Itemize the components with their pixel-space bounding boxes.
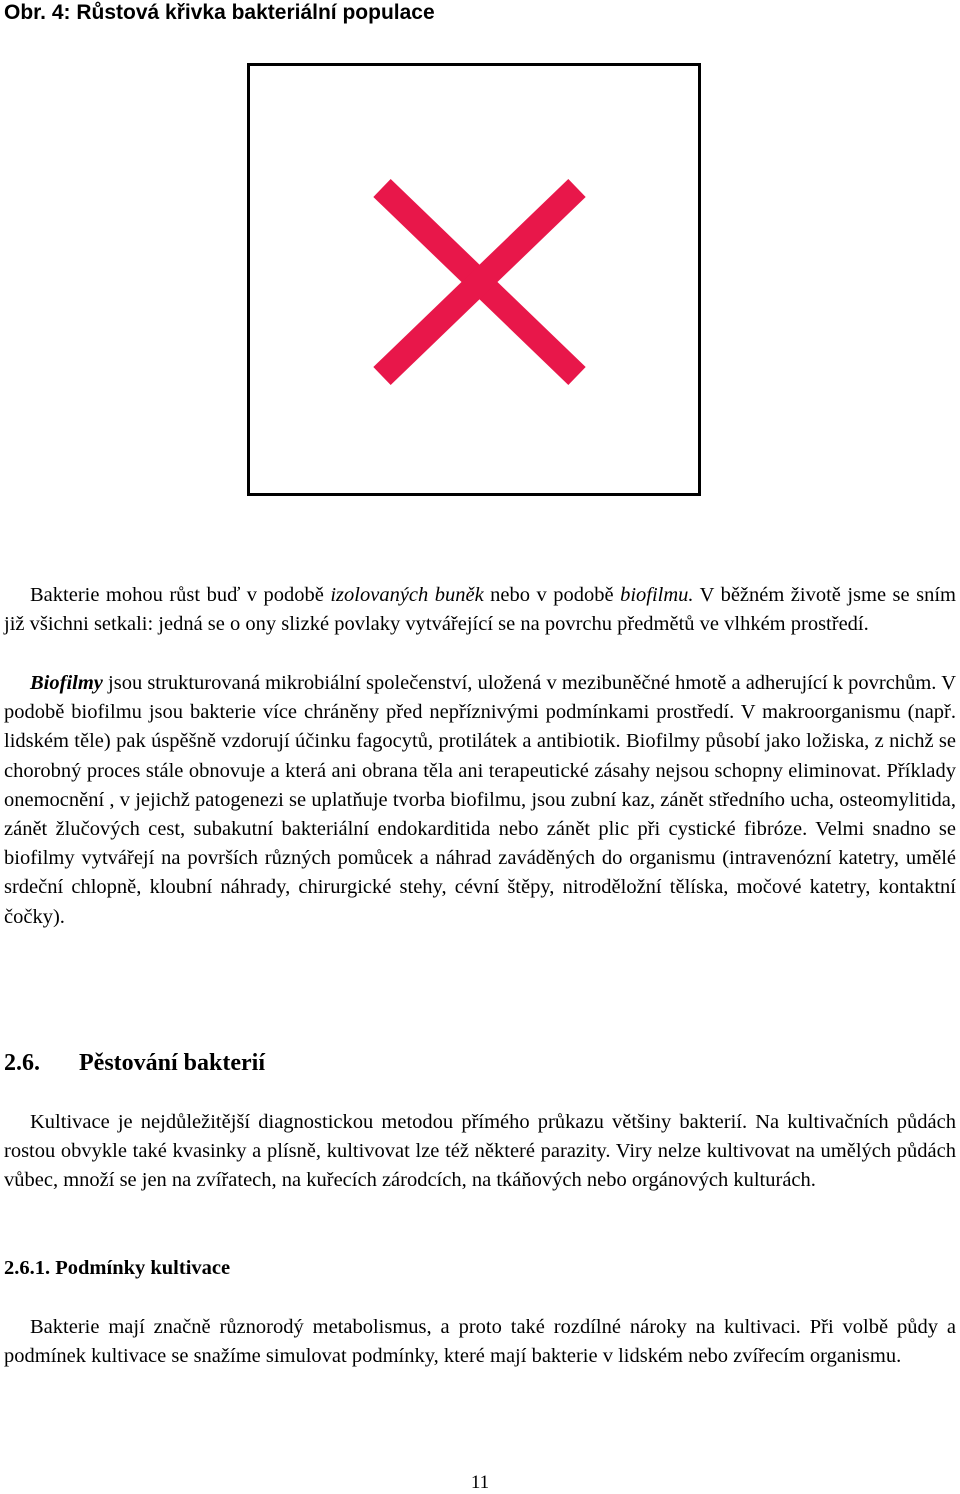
text-run: nebo v podobě xyxy=(483,584,621,606)
term-biofilmy: Biofilmy xyxy=(30,672,103,694)
figure-caption: Obr. 4: Růstová křivka bakteriální populace xyxy=(4,1,435,24)
emphasis-biofilm: biofilmu. xyxy=(620,584,694,606)
broken-image-x-icon xyxy=(250,66,698,493)
section-title: Pěstování bakterií xyxy=(79,1050,265,1076)
page-number: 11 xyxy=(470,1472,490,1493)
paragraph-cultivation xyxy=(4,1108,956,1196)
image-placeholder xyxy=(247,63,701,496)
section-heading-2-6 xyxy=(4,1048,265,1078)
text-run: Kultivace je nejdůležitější diagnostickou metodou přímého průkazu většiny bakterií. Na kultivačních půdách rostou obvykle také kvasinky a plísně, kultivovat lze též některé parazity. Viry nelze kultivovat na umělých půdách vůbec, množí se jen na zvířatech, na kuřecích zárodcích, na tkáňových nebo orgánových kulturách. xyxy=(4,1111,956,1192)
subsection-heading-2-6-1: 2.6.1. Podmínky kultivace xyxy=(4,1257,231,1279)
text-run: V běžném životě jsme se sním již všichni setkali: jedná se o ony slizké povlaky vytvářející se na povrchu předmětů ve vlhkém prostředí. xyxy=(4,584,956,636)
paragraph-growth-forms xyxy=(4,581,956,639)
paragraph-conditions xyxy=(4,1313,956,1371)
emphasis-isolated-cells: izolovaných buněk xyxy=(330,584,484,606)
text-run: Bakterie mohou růst buď v podobě xyxy=(30,584,331,606)
section-number: 2.6. xyxy=(4,1050,40,1076)
text-run: jsou strukturovaná mikrobiální společenství, uložená v mezibuněčné hmotě a adherující k povrchům. V podobě biofilmu jsou bakterie více chráněny před nepříznivými podmínkami prostředí. V makroorganismu (např. lidském těle) pak úspěšně vzdorují účinku fagocytů, protilátek a antibiotik. Biofilmy působí jako ložiska, z nichž se chorobný proces stále obnovuje a která ani obrana těla ani terapeutické zásahy nejsou schopny eliminovat. Příklady onemocnění , v jejichž patogenezi se uplatňuje tvorba biofilmu, jsou zubní kaz, zánět středního ucha, osteomylitida, zánět žlučových cest, subakutní bakteriální endokarditida nebo zánět plic při cystické fibróze. Velmi snadno se biofilmy vytvářejí na površích různých pomůcek a náhrad zaváděných do organismu (intravenózní katetry, umělé srdeční chlopně, kloubní náhrady, chirurgické stehy, cévní štěpy, nitroděložní tělíska, močové katetry, kontaktní čočky). xyxy=(4,672,956,928)
text-run: Bakterie mají značně různorodý metabolismus, a proto také rozdílné nároky na kultivaci. Při volbě půdy a podmínek kultivace se snažíme simulovat podmínky, které mají bakterie v lidském nebo zvířecím organismu. xyxy=(4,1316,956,1368)
paragraph-biofilms xyxy=(4,669,956,932)
